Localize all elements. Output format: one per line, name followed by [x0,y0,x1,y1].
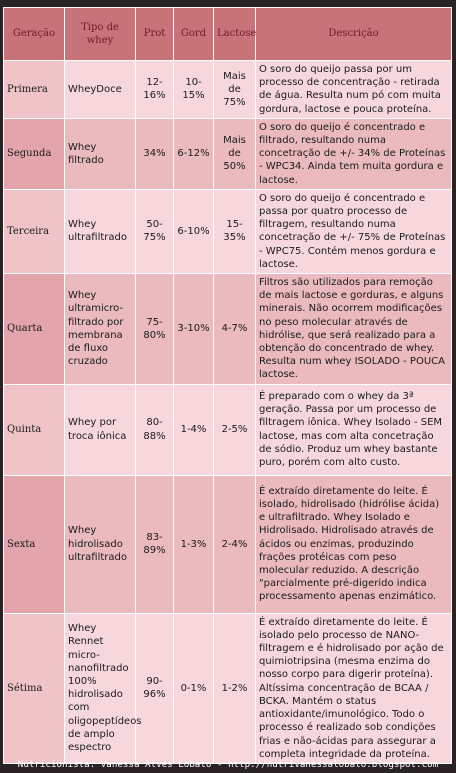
cell-tipo: Whey hidrolisado ultrafiltrado [65,475,136,613]
header-row [4,8,452,61]
table-row [4,274,452,385]
cell-tipo: Whey filtrado [65,118,136,189]
cell-geracao: Primera [4,61,65,119]
cell-lactose: Mais de 50% [214,118,256,189]
cell-lactose: Mais de 75% [214,61,256,119]
cell-descricao: O soro do queijo é concentrado e passa por quatro processo de filtragem, resultando numa concetração de +/- 75% de Proteínas - WPC75. Contém menos gordura e lactose. [256,189,452,273]
cell-geracao: Quinta [4,384,65,475]
cell-lactose: 4-7% [214,274,256,385]
table-row [4,475,452,613]
cell-gord: 3-10% [174,274,214,385]
cell-prot: 12-16% [136,61,174,119]
table-row [4,189,452,273]
cell-lactose: 2-4% [214,475,256,613]
cell-gord: 10-15% [174,61,214,119]
cell-tipo: Whey por troca iônica [65,384,136,475]
cell-prot: 80-88% [136,384,174,475]
cell-gord: 6-12% [174,118,214,189]
cell-descricao: É extraído diretamente do leite. É isolado pelo processo de NANO-filtragem e é hidrolisado por ação de quimiotripsina (mesma enzima do nosso corpo para digerir proteína). Altíssima concentração de BCAA / BCKA. Mantém o status antioxidante/imunológico. Todo o processo é realizado sob condições frias e não-ácidas para assegurar a completa integridade da proteína. [256,613,452,763]
header-prot: Prot [136,8,174,61]
table-row [4,384,452,475]
cell-prot: 50-75% [136,189,174,273]
cell-prot: 90-96% [136,613,174,763]
cell-lactose: 15-35% [214,189,256,273]
header-descricao: Descrição [256,8,452,61]
table-row [4,118,452,189]
cell-gord: 0-1% [174,613,214,763]
cell-descricao: O soro do queijo é concentrado e filtrado, resultando numa concetração de +/- 34% de Proteínas - WPC34. Ainda tem muita gordura e lactose. [256,118,452,189]
header-gord: Gord [174,8,214,61]
header-lactose: Lactose [214,8,256,61]
cell-lactose: 1-2% [214,613,256,763]
cell-geracao: Sexta [4,475,65,613]
cell-gord: 6-10% [174,189,214,273]
cell-geracao: Segunda [4,118,65,189]
cell-gord: 1-4% [174,384,214,475]
cell-tipo: Whey ultramicro-filtrado por membrana de fluxo cruzado [65,274,136,385]
cell-prot: 34% [136,118,174,189]
header-geracao: Geração [4,8,65,61]
header-tipo: Tipo de whey [65,8,136,61]
whey-generations-table [3,7,452,764]
cell-tipo: Whey ultrafiltrado [65,189,136,273]
cell-geracao: Terceira [4,189,65,273]
cell-descricao: O soro do queijo passa por um processo de concentração - retirada de água. Resulta num pó com muita gordura, lactose e pouca proteína. [256,61,452,119]
table-row [4,613,452,763]
cell-descricao: É extraído diretamente do leite. É isolado, hidrolisado (hidrólise ácida) e ultrafiltrado. Whey Isolado e Hidrolisado. Hidrolisado através de ácidos ou enzimas, produzindo frações protéicas com peso molecular reduzido. A descrição "parcialmente pré-digerido indica processamento apenas enzimático. [256,475,452,613]
cell-gord: 1-3% [174,475,214,613]
cell-descricao: Filtros são utilizados para remoção de mais lactose e gorduras, e alguns minerais. Não ocorrem modificações no peso molecular através de hidrólise, que será realizado para a obtenção do concentrado de whey. Resulta num whey ISOLADO - POUCA lactose. [256,274,452,385]
cell-geracao: Sétima [4,613,65,763]
cell-geracao: Quarta [4,274,65,385]
cell-tipo: Whey Rennet micro-nanofiltrado 100% hidrolisado com oligopeptídeos de amplo espectro [65,613,136,763]
cell-lactose: 2-5% [214,384,256,475]
table-row [4,61,452,119]
footer-credit: Nutricionista: Vanessa Alves Lobato - http://nutrivanessalobato.blogspot.com [17,759,439,770]
cell-descricao: É preparado com o whey da 3ª geração. Passa por um processo de filtragem iônica. Whey Isolado - SEM lactose, mas com alta concetração de sódio. Produz um whey bastante puro, porém com alto custo. [256,384,452,475]
cell-prot: 83-89% [136,475,174,613]
cell-prot: 75-80% [136,274,174,385]
cell-tipo: WheyDoce [65,61,136,119]
